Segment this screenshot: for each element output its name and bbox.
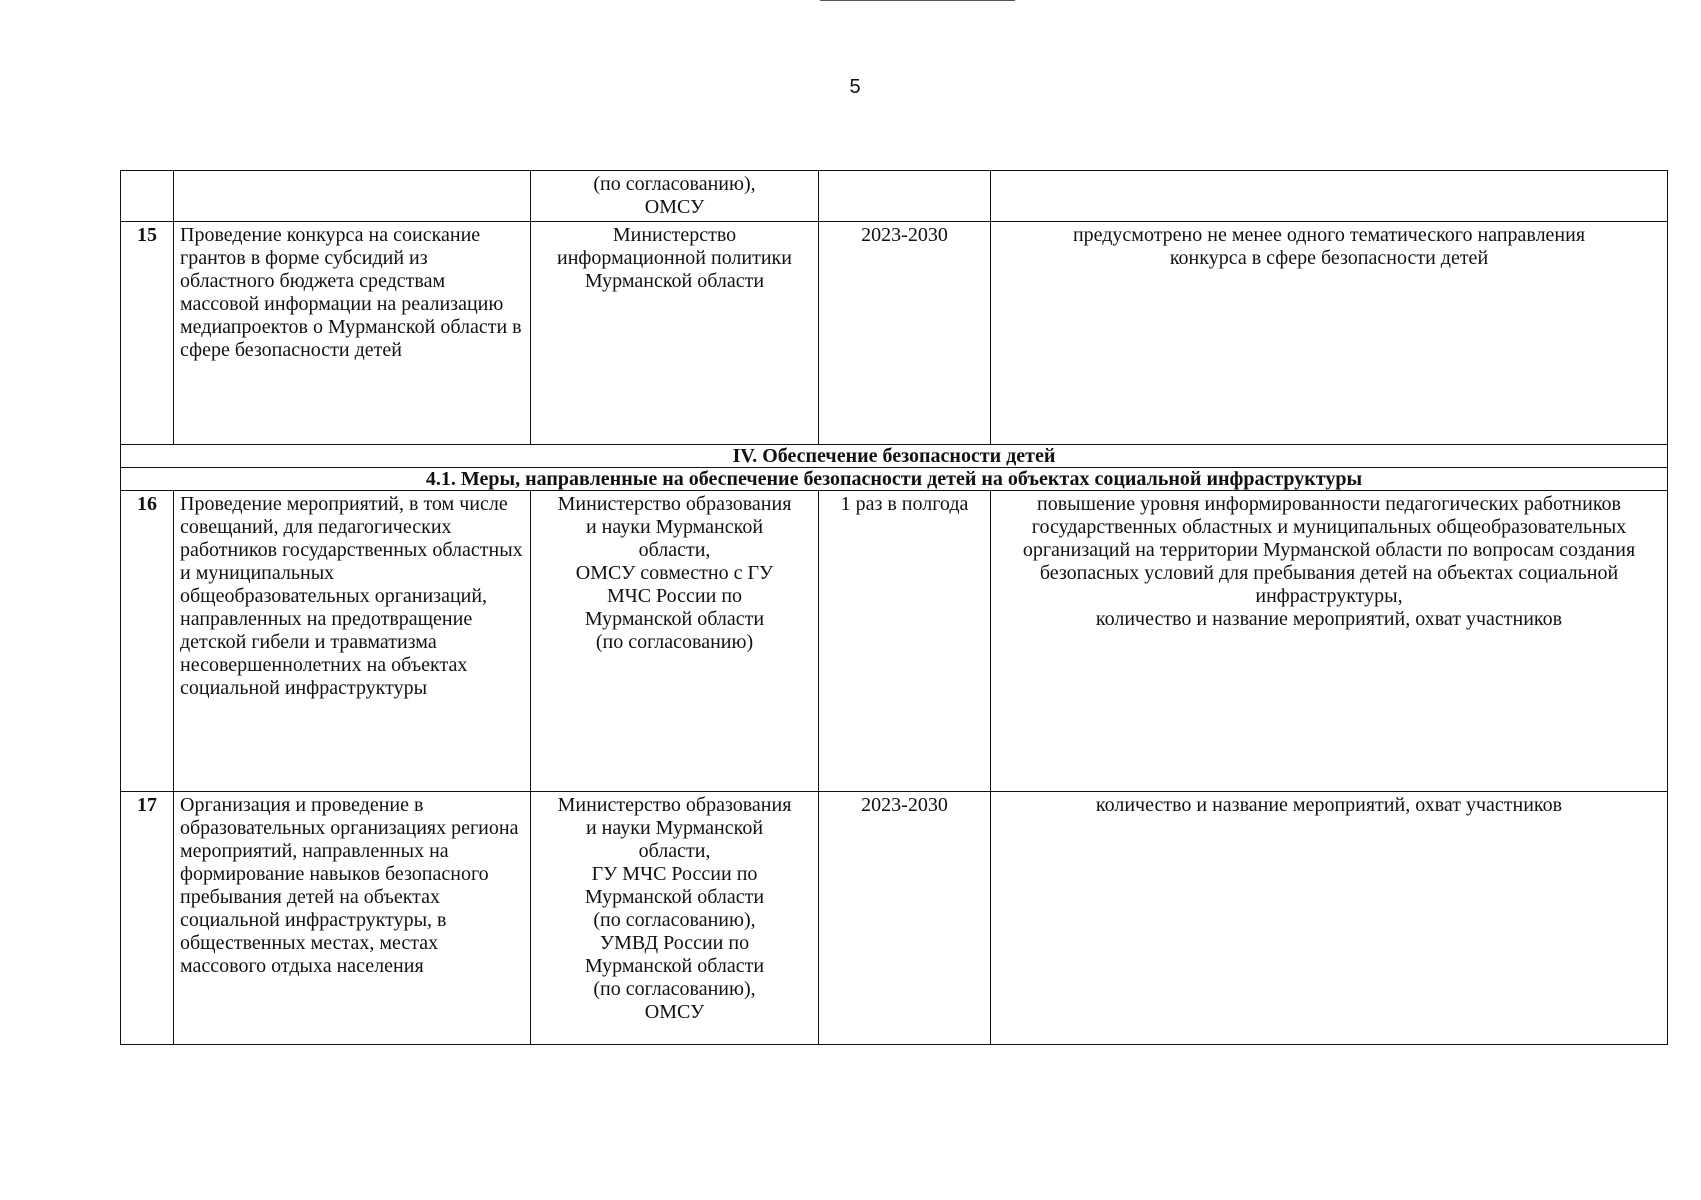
result-cell: предусмотрено не менее одного тематического направления конкурса в сфере безопасности детей [991, 222, 1668, 445]
page-number: 5 [849, 76, 861, 98]
executor-cell: Министерство информационной политики Мурманской области [531, 222, 819, 445]
executor-cell: Министерство образования и науки Мурманской области, ОМСУ совместно с ГУ МЧС России по Мурманской области (по согласованию) [531, 491, 819, 792]
term-cell [819, 171, 991, 222]
executor-cell: (по согласованию), ОМСУ [531, 171, 819, 222]
activity-name-cell: Организация и проведение в образовательных организациях региона мероприятий, направленных на формирование навыков безопасного пребывания детей на объектах социальной инфраструктуры, в общественных местах, местах массового отдыха населения [174, 792, 531, 1045]
subsection-heading-row [121, 468, 1668, 491]
row-number-cell [121, 171, 174, 222]
term-cell: 2023-2030 [819, 222, 991, 445]
table-row [121, 171, 1668, 222]
term-cell: 2023-2030 [819, 792, 991, 1045]
term-cell: 1 раз в полгода [819, 491, 991, 792]
table-row [121, 491, 1668, 792]
row-number-cell: 17 [121, 792, 174, 1045]
result-cell: повышение уровня информированности педагогических работников государственных областных и муниципальных общеобразовательных организаций на территории Мурманской области по вопросам создания безопасных условий для пребывания детей на объектах социальной инфраструктуры, количество и название мероприятий, охват участников [991, 491, 1668, 792]
activities-table [120, 170, 1668, 1045]
activity-name-cell: Проведение мероприятий, в том числе совещаний, для педагогических работников государственных областных и муниципальных общеобразовательных организаций, направленных на предотвращение детской гибели и травматизма несовершеннолетних на объектах социальной инфраструктуры [174, 491, 531, 792]
result-cell: количество и название мероприятий, охват участников [991, 792, 1668, 1045]
scan-artifact-line [820, 0, 1015, 1]
activity-name-cell: Проведение конкурса на соискание грантов в форме субсидий из областного бюджета средствам массовой информации на реализацию медиапроектов о Мурманской области в сфере безопасности детей [174, 222, 531, 445]
table-row [121, 792, 1668, 1045]
section-heading: IV. Обеспечение безопасности детей [121, 445, 1668, 468]
activity-name-cell [174, 171, 531, 222]
table-row [121, 222, 1668, 445]
row-number-cell: 16 [121, 491, 174, 792]
row-number-cell: 15 [121, 222, 174, 445]
subsection-heading: 4.1. Меры, направленные на обеспечение безопасности детей на объектах социальной инфраструктуры [121, 468, 1668, 491]
result-cell [991, 171, 1668, 222]
executor-cell: Министерство образования и науки Мурманской области, ГУ МЧС России по Мурманской области (по согласованию), УМВД России по Мурманской области (по согласованию), ОМСУ [531, 792, 819, 1045]
section-heading-row [121, 445, 1668, 468]
